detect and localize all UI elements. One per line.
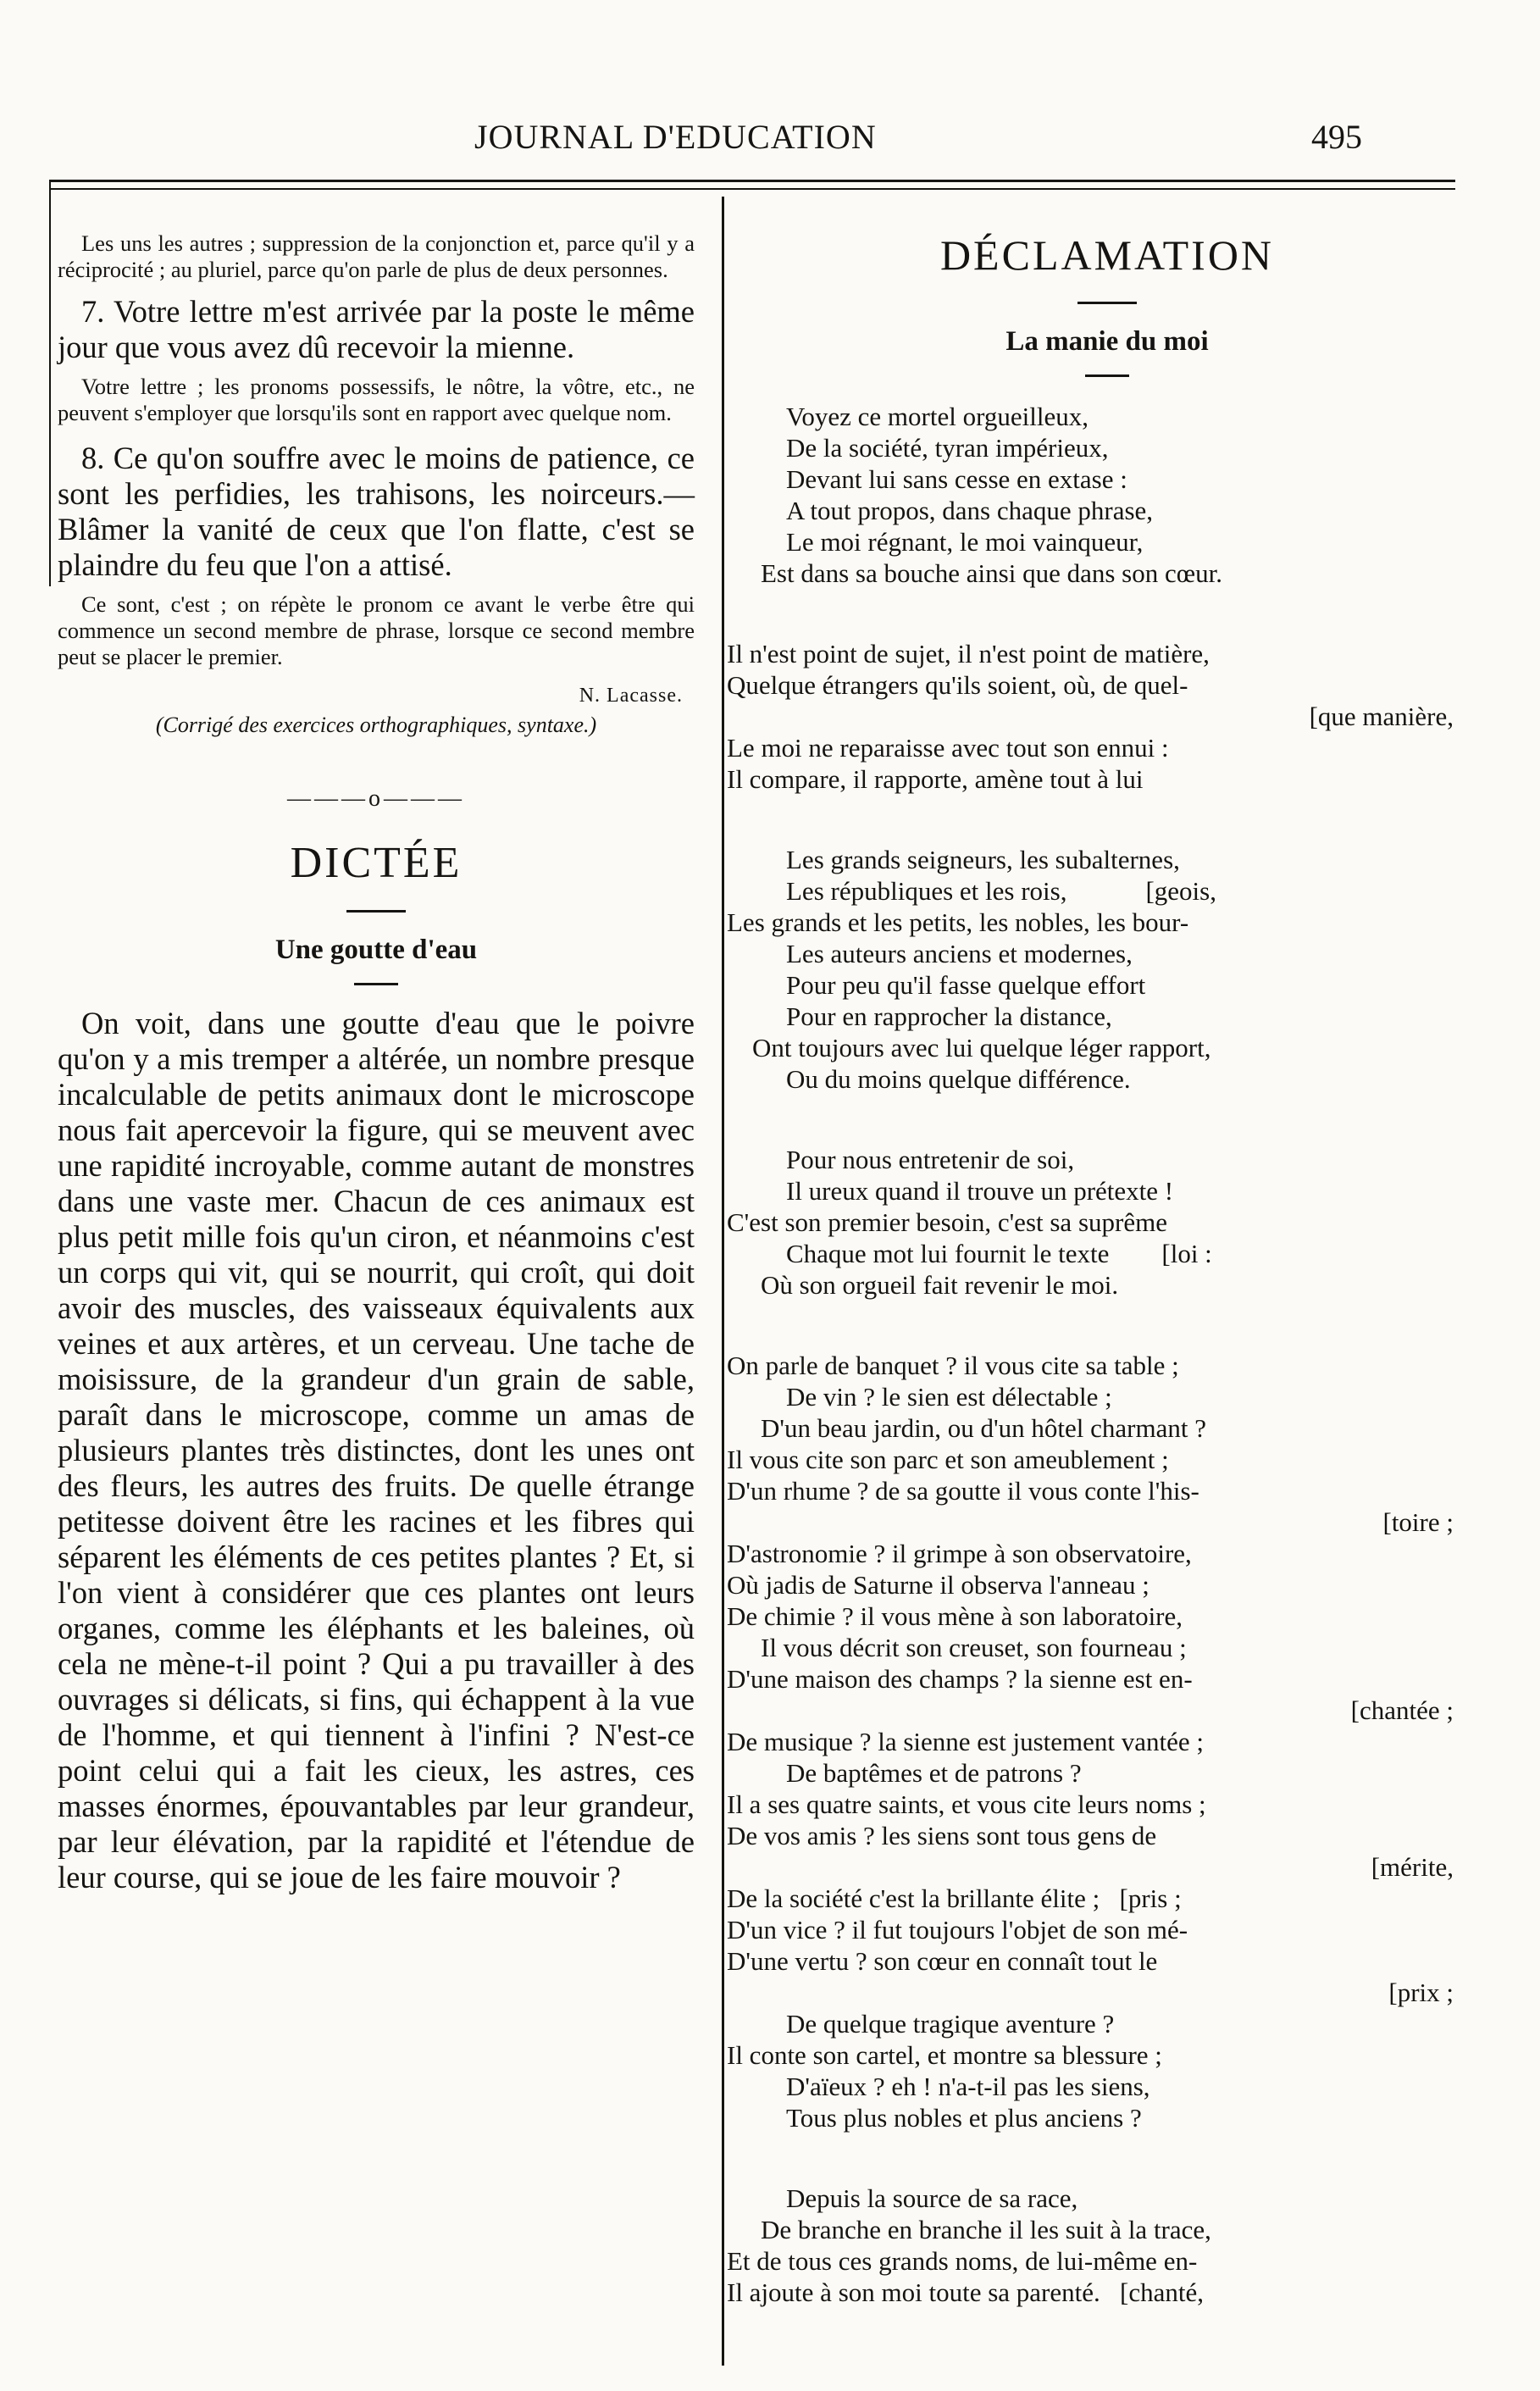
left-margin-rule xyxy=(49,180,51,586)
poem-line: Il ureux quand il trouve un prétexte ! xyxy=(786,1176,1174,1206)
poem-line: Et de tous ces grands noms, de lui-même en- xyxy=(727,2246,1198,2276)
stanza xyxy=(727,1350,1487,2133)
poem-line: C'est son premier besoin, c'est sa suprême xyxy=(727,1207,1167,1237)
poem-line: [prix ; xyxy=(1388,1978,1454,2007)
poem-line: D'une vertu ? son cœur en connaît tout le xyxy=(727,1946,1158,1976)
stanza xyxy=(727,2183,1487,2308)
stanza xyxy=(727,844,1487,1095)
poem-line: De chimie ? il vous mène à son laboratoire, xyxy=(727,1601,1183,1631)
dictee-title: DICTÉE xyxy=(290,838,463,887)
page-number: 495 xyxy=(1311,118,1362,156)
stanza xyxy=(727,401,1487,589)
poem-line: De vos amis ? les siens sont tous gens de xyxy=(727,1821,1157,1850)
poem-line: D'aïeux ? eh ! n'a-t-il pas les siens, xyxy=(786,2072,1150,2101)
poem-line: D'une maison des champs ? la sienne est en- xyxy=(727,1664,1193,1694)
left-column xyxy=(58,202,695,1895)
signature: N. Lacasse. xyxy=(579,684,683,707)
poem-line: On parle de banquet ? il vous cite sa table ; xyxy=(727,1351,1179,1380)
header-rule-bottom xyxy=(49,188,1455,190)
poem-line: Quelque étrangers qu'ils soient, où, de quel- xyxy=(727,670,1188,700)
poem-line: D'un vice ? il fut toujours l'objet de son mé- xyxy=(727,1915,1188,1944)
poem-line: Chaque mot lui fournit le texte [loi : xyxy=(786,1239,1212,1268)
column-divider xyxy=(722,197,724,2366)
poem-line: Devant lui sans cesse en extase : xyxy=(786,464,1127,494)
poem-line: Il ajoute à son moi toute sa parenté. [chanté, xyxy=(727,2277,1204,2307)
poem xyxy=(727,401,1487,2308)
poem-line: Le moi ne reparaisse avec tout son ennui : xyxy=(727,733,1169,763)
title-dash xyxy=(1077,302,1137,304)
poem-line: De vin ? le sien est délectable ; xyxy=(786,1382,1112,1412)
poem-line: Pour en rapprocher la distance, xyxy=(786,1001,1112,1031)
poem-line: Est dans sa bouche ainsi que dans son cœur. xyxy=(761,558,1222,588)
poem-line: Il n'est point de sujet, il n'est point de matière, xyxy=(727,639,1210,668)
poem-line: D'astronomie ? il grimpe à son observatoire, xyxy=(727,1539,1192,1568)
poem-line: Ou du moins quelque différence. xyxy=(786,1064,1131,1094)
poem-line: Où jadis de Saturne il observa l'anneau ; xyxy=(727,1570,1149,1600)
journal-title: JOURNAL D'EDUCATION xyxy=(474,118,877,156)
declamation-title: DÉCLAMATION xyxy=(939,231,1275,279)
poem-line: De la société, tyran impérieux, xyxy=(786,433,1109,463)
poem-line: De la société c'est la brillante élite ; [pris ; xyxy=(727,1883,1182,1913)
right-column xyxy=(727,202,1487,2308)
poem-line: Il vous cite son parc et son ameublement ; xyxy=(727,1445,1169,1474)
dictee-text: On voit, dans une goutte d'eau que le poivre qu'on y a mis tremper a altérée, un nombre presque incalculable de petits animaux dont le microscope nous fait apercevoir la figure, qui se meuvent avec une rapidité incroyable, comme autant de monstres dans une vaste mer. Chacun de ces animaux est plus petit mille fois qu'un ciron, et néanmoins c'est un corps qui vit, qui se nourrit, qui croît, qui doit avoir des muscles, des vaisseaux équivalents aux veines et aux artères, et un cerveau. Une tache de moisissure, de la grandeur d'un grain de sable, paraît dans le microscope, comme un amas de plusieurs plantes très distinctes, dont les unes ont des fleurs, les autres des fruits. De quelle étrange petitesse doivent être les racines et les fibres qui séparent les éléments de ces petites plantes ? Et, si l'on vient à considérer que ces plantes ont leurs organes, comme les éléphants et les baleines, où cela ne mène-t-il point ? Qui a pu travailler à des ouvrages si délicats, si fins, qui échappent à la vue de l'homme, et qui tiennent à l'infini ? N'est-ce point celui qui a fait les cieux, les astres, ces masses énormes, épouvantables par leur grandeur, par leur élévation, par la rapidité et l'étendue de leur course, qui se joue de les faire mouvoir ? xyxy=(58,1005,695,1894)
poem-line: [que manière, xyxy=(1309,702,1454,731)
poem-line: Il vous décrit son creuset, son fourneau ; xyxy=(761,1633,1187,1662)
footnote-note: Les uns les autres ; suppression de la conjonction et, parce qu'il y a réciprocité ; au pluriel, parce qu'on parle de plus de deux personnes. xyxy=(58,230,695,283)
stanza xyxy=(727,1144,1487,1301)
exercise-sentence: 8. Ce qu'on souffre avec le moins de patience, ce sont les perfidies, les trahisons, les noirceurs.—Blâmer la vanité de ceux que l'on flatte, c'est se plaindre du feu que l'on a attisé. xyxy=(58,440,695,582)
poem-line: Il compare, il rapporte, amène tout à lui xyxy=(727,764,1144,794)
poem-line: Il a ses quatre saints, et vous cite leurs noms ; xyxy=(727,1789,1206,1819)
poem-line: De baptêmes et de patrons ? xyxy=(786,1758,1082,1788)
poem-line: Pour peu qu'il fasse quelque effort xyxy=(786,970,1146,1000)
poem-line: D'un rhume ? de sa goutte il vous conte l'his- xyxy=(727,1476,1199,1506)
poem-line: A tout propos, dans chaque phrase, xyxy=(786,496,1154,525)
poem-line: Les grands seigneurs, les subalternes, xyxy=(786,845,1180,874)
poem-line: Les auteurs anciens et modernes, xyxy=(786,939,1133,968)
poem-line: [toire ; xyxy=(1382,1507,1454,1537)
subtitle-dash xyxy=(354,983,398,985)
subtitle-dash xyxy=(1085,374,1129,377)
poem-line: D'un beau jardin, ou d'un hôtel charmant ? xyxy=(761,1413,1206,1443)
poem-line: Pour nous entretenir de soi, xyxy=(786,1145,1075,1174)
title-dash xyxy=(346,910,406,913)
poem-line: Tous plus nobles et plus anciens ? xyxy=(786,2103,1142,2133)
footnote-note: Ce sont, c'est ; on répète le pronom ce avant le verbe être qui commence un second membre de phrase, lorsque ce second membre peut se placer le premier. xyxy=(58,591,695,670)
poem-line: Les républiques et les rois, [geois, xyxy=(786,876,1216,906)
poem-line: Voyez ce mortel orgueilleux, xyxy=(786,402,1089,431)
poem-line: De musique ? la sienne est justement vantée ; xyxy=(727,1727,1204,1756)
poem-line: Il conte son cartel, et montre sa blessure ; xyxy=(727,2040,1162,2070)
source-note: (Corrigé des exercices orthographiques, syntaxe.) xyxy=(155,712,597,737)
poem-subtitle: La manie du moi xyxy=(1005,326,1209,357)
poem-line: Les grands et les petits, les nobles, les bour- xyxy=(727,907,1189,937)
poem-line: Où son orgueil fait revenir le moi. xyxy=(761,1270,1119,1300)
poem-line: De branche en branche il les suit à la trace, xyxy=(761,2215,1211,2244)
header-rule-top xyxy=(49,180,1455,182)
footnote-note: Votre lettre ; les pronoms possessifs, le nôtre, la vôtre, etc., ne peuvent s'employer que lorsqu'ils sont en rapport avec quelque nom. xyxy=(58,373,695,426)
dictee-subtitle: Une goutte d'eau xyxy=(274,934,478,965)
poem-line: De quelque tragique aventure ? xyxy=(786,2009,1115,2039)
poem-line: Le moi régnant, le moi vainqueur, xyxy=(786,527,1144,557)
stanza xyxy=(727,638,1487,795)
exercise-sentence: 7. Votre lettre m'est arrivée par la poste le même jour que vous avez dû recevoir la mienne. xyxy=(58,293,695,364)
section-separator: ———o——— xyxy=(287,785,465,812)
poem-line: [mérite, xyxy=(1371,1852,1454,1882)
poem-line: [chantée ; xyxy=(1350,1695,1454,1725)
poem-line: Ont toujours avec lui quelque léger rapport, xyxy=(752,1033,1211,1062)
poem-line: Depuis la source de sa race, xyxy=(786,2183,1078,2213)
